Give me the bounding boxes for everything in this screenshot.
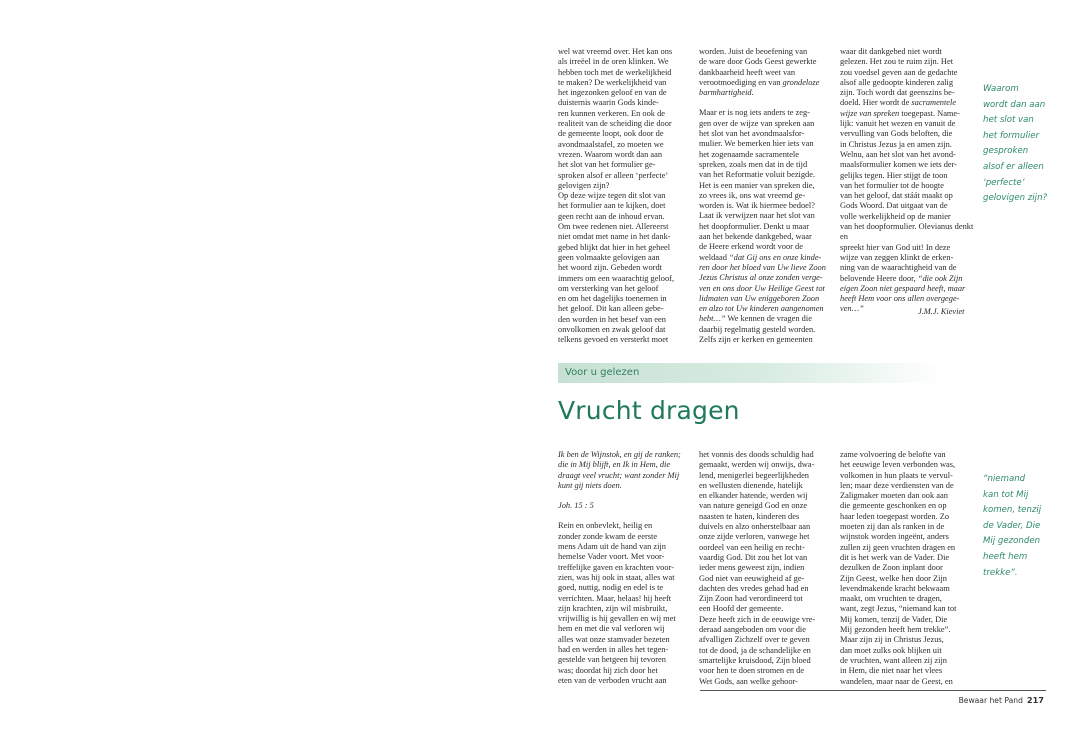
italic-text-run: “die ook Zijn eigen Zoon niet gespaard heeft, maar heeft Hem voor ons allen overgege- ven…”: [840, 273, 966, 314]
paragraph: [699, 108, 831, 345]
bottom-column-1: [558, 450, 690, 686]
italic-text-run: sacramentele wijze van spreken: [840, 98, 957, 118]
page-footer: [959, 695, 1044, 705]
pull-quote-bottom: “niemand kan tot Mij komen, tenzij de Vader, Die Mij gezonden heeft hem trekke”.: [983, 474, 1042, 578]
magazine-name: Bewaar het Pand: [958, 696, 1023, 705]
pull-quote-top: Waarom wordt dan aan het slot van het formulier gesproken alsof er alleen ‘perfecte’ gelovigen zijn?: [983, 84, 1048, 204]
article-title: Vrucht dragen: [558, 396, 740, 425]
paragraph: het vonnis des doods schuldig had gemaakt, werden wij onwijs, dwa- lend, menigerlei begeerlijkheden en wellusten dienende, hatelijk en elkander hatende, werden wij van nature geneigd God en onze naasten te haten, kinderen des duivels en alzo onherstelbaar aan onze zijde verloren, vanwege het oordeel van een heilig en recht- vaardig God. Dit zou het lot van ieder mens geweest zijn, indien God niet van eeuwigheid af ge- dachten des vredes gehad had en Zijn Zoon had verordineerd tot een Hoofd der gemeente. Deze heeft zich in de eeuwige vre- deraad aangeboden om voor die afvalligen Zichzelf over te geven tot de dood, ja de schandelijke en smartelijke kruisdood, Zijn bloed voor hen te doen stromen en de Wet Gods, aan welke gehoor-: [699, 450, 816, 686]
paragraph: [699, 47, 831, 98]
text-run: Maar er is nog iets anders te zeg- gen over de wijze van spreken aan het slot van het avondmaalsfor- mulier. We bemerken hier iets van het zogenaamde sacramentele spreken, zoals men dat in de tijd van het Reformatie voluit bezigde. Het is een manier van spreken die, zo vrees ik, ons wat vreemd ge- worden is. Wat ik hiermee bedoel? Laat ik verwijzen naar het slot van het doopformulier. Denkt u maar aan het bekende dankgebed, waar de Heere erkend wordt voor de weldaad: [699, 108, 816, 262]
text-run: worden. Juist de beoefening van de ware door Gods Geest gewerkte dankbaarheid heeft weet van verootmoediging en van: [699, 47, 817, 87]
paragraph: zame volvoering de belofte van het eeuwige leven verbonden was, volkomen in hun plaats te vervul- len; maar deze verdiensten van de Zaligmaker moeten dan ook aan die gemeente geschonken en op haar leden toegepast worden. Zo moeten zij dan als ranken in de wijnstok worden ingeënt, anders zullen zij geen vruchten dragen en dit is het werk van de Vader. Die dezulken de Zoon inplant door Zijn Geest, welke hen door Zijn levendmakende kracht bekwaam maakt, om vruchten te dragen, want, zegt Jezus, “niemand kan tot Mij komen, tenzij de Vader, Die Mij gezonden heeft hem trekke”. Maar zijn zij in Christus Jezus, dan moet zulks ook blijken uit de vruchten, want alleen zij zijn in Hem, die niet naar het vlees wandelen, maar naar de Geest, en: [840, 450, 957, 686]
epigraph: Ik ben de Wijnstok, en gij de ranken; die in Mij blijft, en Ik in Hem, die draagt veel vrucht; want zonder Mij kunt gij niets doen.: [558, 450, 681, 490]
top-column-1: [558, 47, 690, 346]
bottom-column-3: [840, 450, 974, 687]
paragraph: [840, 47, 974, 315]
bible-reference: Joh. 15 : 5: [558, 501, 594, 511]
italic-text-run: grondeloze barmhartigheid.: [699, 77, 820, 98]
section-banner: [558, 363, 944, 383]
top-column-2: [699, 47, 831, 345]
top-column-3: [840, 47, 974, 315]
paragraph: Op deze wijze tegen dit slot van het formulier aan te kijken, doet geen recht aan de inhoud ervan. Om twee redenen niet. Allereerst niet omdat met name in het dank- gebed blijkt dat hier in het geheel geen volmaakte gelovigen aan het woord zijn. Gebeden wordt immers om een waarachtig geloof, om versterking van het geloof en om het dagelijks toenemen in het geloof. Dit kan alleen gebe- den worden in het besef van een onvolkomen en zwak geloof dat telkens gevoed en versterkt moet: [558, 191, 675, 345]
paragraph: Rein en onbevlekt, heilig en zonder zonde kwam de eerste mens Adam uit de hand van zijn hemelse Vader voort. Met voor- treffelijke gaven en krachten voor- zien, was hij ook in staat, alles wat goed, nuttig, nodig en edel is te verrichten. Maar, helaas! hij heeft zijn krachten, zijn wil misbruikt, vrijwillig is hij gevallen en wij met hem en met die val verloren wij alles wat onze stamvader bezeten had en werden in alles het tegen- gestelde van hetgeen hij tevoren was; doordat hij zich door het eten van de verboden vrucht aan: [558, 521, 676, 685]
text-run: We kennen de vragen die daarbij regelmatig gesteld worden. Zelfs zijn er kerken en gemeenten: [699, 314, 816, 345]
paragraph: wel wat vreemd over. Het kan ons als irreëel in de oren klinken. We hebben toch met de werkelijkheid te maken? De werkelijkheid van het ingezonken geloof en van de duisternis waarin Gods kinde- ren kunnen verkeren. En ook de realiteit van de scheiding die door de gemeente loopt, ook door de avondmaalstafel, zo moeten we vrezen. Waarom wordt dan aan het slot van het formulier ge- sproken alsof er alleen ‘perfecte’ gelovigen zijn?: [558, 47, 673, 190]
author-signature: J.M.J. Kieviet: [918, 307, 965, 316]
italic-text-run: “dat Gij ons en onze kinde- ren door het bloed van Uw lieve Zoon Jezus Christus al onze zonden verge- ven en ons door Uw Heilige Geest tot lidmaten van Uw eniggeboren Zoon en alzo tot Uw kinderen aangenomen hebt…”: [699, 252, 826, 324]
footer-divider: [700, 690, 1046, 691]
page-number: 217: [1026, 695, 1044, 705]
bottom-column-2: [699, 450, 831, 687]
text-run: waar dit dankgebed niet wordt gelezen. Het zou te ruim zijn. Het zou voedsel geven aan de gedachte alsof alle gedoopte kinderen zalig zijn. Toch wordt dat geenszins be- doeld. Hier wordt de: [840, 47, 958, 108]
text-run: toegepast. Name- lijk: vanuit het wezen en vanuit de vervulling van Gods beloften, die in Christus Jezus ja en amen zijn. Welnu, aan het slot van het avond- maalsformulier komen we iets der- gelijks tegen. Hier stijgt de toon van het formulier tot de hoogte van het geloof, dat stáát maakt op Gods Woord. Dat uitgaat van de volle werkelijkheid op de manier van het doopformulier. Olevianus denkt en spreekt hier van God uit! In deze wijze van zeggen klinkt de erken- ning van de waarachtigheid van de belovende Heere door,: [840, 108, 974, 283]
section-label: Voor u gelezen: [565, 367, 640, 378]
